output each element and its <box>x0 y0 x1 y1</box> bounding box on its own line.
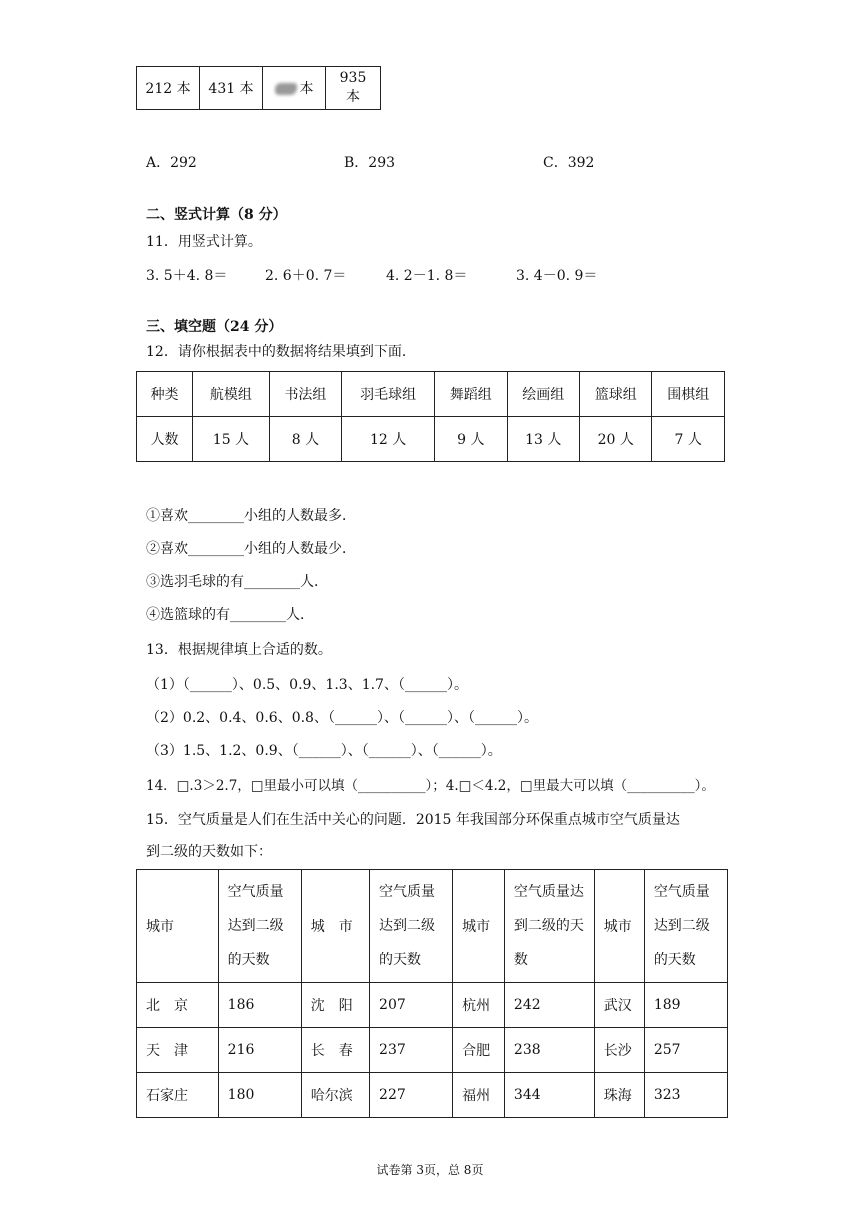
table-row <box>137 67 381 110</box>
table-row <box>137 417 725 462</box>
activity-table <box>136 371 725 462</box>
table-cell: 空气质量达到二级的天数 <box>644 870 727 983</box>
table-cell: 北 京 <box>137 983 219 1028</box>
table-cell: 合肥 <box>453 1028 505 1073</box>
table-cell <box>263 67 326 110</box>
table-cell: 武汉 <box>594 983 644 1028</box>
table-cell: 12 人 <box>342 417 435 462</box>
air-quality-table <box>136 869 728 1118</box>
question-stem: 14．□.3＞2.7，□里最小可以填（__________）；4.□＜4.2，□里最大可以填（__________）。 <box>146 778 715 794</box>
table-cell: 935 本 <box>326 67 381 110</box>
table-cell: 城市 <box>453 870 505 983</box>
calc-item: 4. 2－1. 8＝ <box>386 268 468 284</box>
table-cell: 323 <box>644 1073 727 1118</box>
table-row <box>137 870 728 983</box>
table-cell: 城 市 <box>301 870 369 983</box>
fill-item: ③选羽毛球的有________人． <box>146 574 328 590</box>
table-row <box>137 1073 728 1118</box>
table-row <box>137 1028 728 1073</box>
table-cell: 空气质量达到二级的天数 <box>218 870 301 983</box>
table-cell: 431 本 <box>200 67 263 110</box>
table-cell: 长 春 <box>301 1028 369 1073</box>
table-cell: 9 人 <box>435 417 507 462</box>
fill-item: ④选篮球的有________人． <box>146 607 314 623</box>
table-cell: 237 <box>370 1028 453 1073</box>
question-stem-cont: 到二级的天数如下： <box>146 844 272 860</box>
table-cell: 人数 <box>137 417 193 462</box>
book-count-table <box>136 66 381 110</box>
table-cell: 257 <box>644 1028 727 1073</box>
table-cell: 189 <box>644 983 727 1028</box>
table-cell-text: 本 <box>299 81 314 97</box>
pattern-item: （3）1.5、1.2、0.9、（______）、（______）、（______）。 <box>146 743 502 759</box>
table-cell: 篮球组 <box>580 372 652 417</box>
table-cell: 长沙 <box>594 1028 644 1073</box>
table-cell: 羽毛球组 <box>342 372 435 417</box>
table-cell: 242 <box>504 983 594 1028</box>
option-a: A．292 <box>146 155 197 171</box>
table-cell: 207 <box>370 983 453 1028</box>
table-cell: 227 <box>370 1073 453 1118</box>
table-cell: 城市 <box>594 870 644 983</box>
table-cell: 天 津 <box>137 1028 219 1073</box>
question-stem: 15．空气质量是人们在生活中关心的问题．2015 年我国部分环保重点城市空气质量达 <box>146 812 680 828</box>
table-cell: 舞蹈组 <box>435 372 507 417</box>
table-cell: 344 <box>504 1073 594 1118</box>
table-cell: 航模组 <box>193 372 270 417</box>
pattern-item: （1）（______）、0.5、0.9、1.3、1.7、（______）。 <box>146 677 468 693</box>
option-c: C．392 <box>543 155 595 171</box>
calc-item: 2. 6＋0. 7＝ <box>265 268 347 284</box>
table-cell: 沈 阳 <box>301 983 369 1028</box>
section-heading: 三、填空题（24 分） <box>146 319 283 335</box>
table-row <box>137 983 728 1028</box>
question-stem: 12．请你根据表中的数据将结果填到下面． <box>146 344 416 360</box>
question-stem: 13．根据规律填上合适的数。 <box>146 642 332 658</box>
section-heading: 二、竖式计算（8 分） <box>146 207 287 223</box>
table-cell: 围棋组 <box>652 372 725 417</box>
table-cell: 186 <box>218 983 301 1028</box>
table-cell: 20 人 <box>580 417 652 462</box>
table-cell: 绘画组 <box>507 372 579 417</box>
calc-item: 3. 5＋4. 8＝ <box>146 268 228 284</box>
table-cell: 哈尔滨 <box>301 1073 369 1118</box>
smudge-icon <box>275 83 297 95</box>
question-stem: 11．用竖式计算。 <box>146 234 262 250</box>
pattern-item: （2）0.2、0.4、0.6、0.8、（______）、（______）、（______）。 <box>146 710 538 726</box>
page-footer: 试卷第 3页，总 8页 <box>376 1163 484 1177</box>
fill-item: ②喜欢________小组的人数最少． <box>146 541 356 557</box>
table-cell: 杭州 <box>453 983 505 1028</box>
table-cell: 书法组 <box>269 372 341 417</box>
table-cell: 福州 <box>453 1073 505 1118</box>
fill-item: ①喜欢________小组的人数最多． <box>146 508 356 524</box>
table-cell: 石家庄 <box>137 1073 219 1118</box>
table-cell: 8 人 <box>269 417 341 462</box>
table-cell: 15 人 <box>193 417 270 462</box>
table-cell: 13 人 <box>507 417 579 462</box>
table-cell: 238 <box>504 1028 594 1073</box>
calc-item: 3. 4－0. 9＝ <box>516 268 598 284</box>
table-cell: 212 本 <box>137 67 200 110</box>
table-cell: 空气质量达到二级的天数 <box>504 870 594 983</box>
table-cell: 7 人 <box>652 417 725 462</box>
table-cell: 城市 <box>137 870 219 983</box>
table-cell: 珠海 <box>594 1073 644 1118</box>
table-cell: 种类 <box>137 372 193 417</box>
table-row <box>137 372 725 417</box>
option-b: B．293 <box>344 155 396 171</box>
table-cell: 216 <box>218 1028 301 1073</box>
table-cell: 空气质量达到二级的天数 <box>370 870 453 983</box>
table-cell: 180 <box>218 1073 301 1118</box>
